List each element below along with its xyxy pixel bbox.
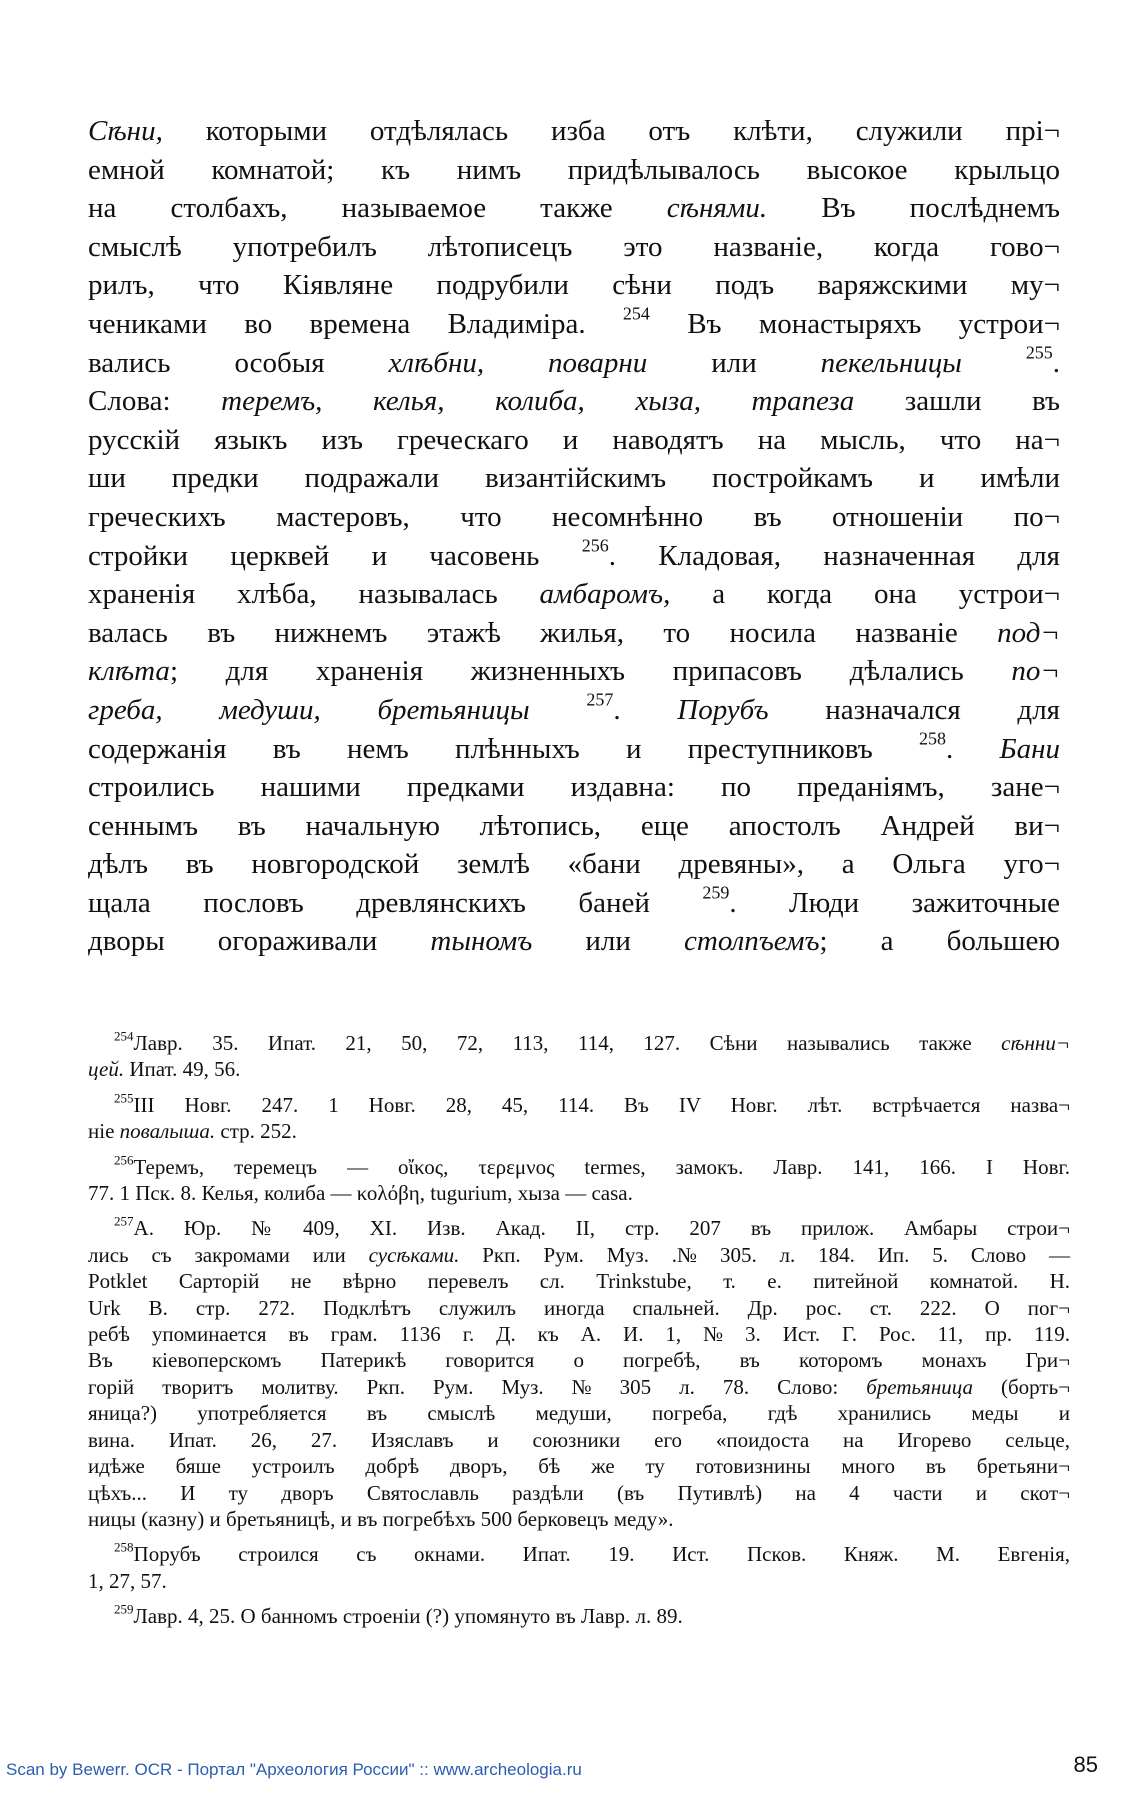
text-line	[88, 807, 1060, 846]
italic-text: столпъемъ	[684, 925, 820, 958]
text-line	[88, 421, 1060, 460]
text-run: вались особыя	[88, 346, 389, 379]
footnote	[88, 1541, 1070, 1594]
footnote-ref: 258	[114, 1539, 134, 1555]
text-run: Лавр. 4, 25. О банномъ строеніи (?) упомянуто въ Лавр. л. 89.	[133, 1604, 683, 1629]
footnote-line	[88, 1242, 1070, 1268]
text-run: Порубъ строился съ окнами. Ипат. 19. Ист. Псков. Княж. М. Евгенія,	[133, 1542, 1070, 1567]
footnote-line	[88, 1506, 1070, 1532]
italic-text: сѣнями.	[666, 192, 768, 225]
footnote-line	[88, 1092, 1070, 1118]
footnote-line	[88, 1321, 1070, 1347]
italic-text: хлѣбни, поварни	[388, 346, 648, 379]
footnote	[88, 1092, 1070, 1145]
text-run: ніе	[88, 1119, 120, 1144]
text-run: Въ кіевоперскомъ Патерикѣ говорится о погребѣ, въ которомъ монахъ Гри¬	[88, 1348, 1070, 1373]
text-line	[88, 459, 1060, 498]
italic-text: бретьяница	[866, 1374, 973, 1399]
text-run: ницы (казну) и бретьяницѣ, и въ погребѣхъ 500 берковецъ меду».	[88, 1506, 674, 1531]
footnote-line	[88, 1347, 1070, 1373]
text-run: А. Юр. № 409, XI. Изв. Акад. II, стр. 207 въ прилож. Амбары строи¬	[133, 1216, 1070, 1241]
footnote-line	[88, 1400, 1070, 1426]
text-run: . Кладовая, назначенная для	[608, 539, 1060, 572]
italic-text: повалыша.	[119, 1119, 216, 1144]
italic-text: под¬	[997, 616, 1060, 649]
text-run: (борть¬	[973, 1374, 1070, 1399]
text-run: яница?) употребляется въ смыслѣ медуши, погреба, гдѣ хранились меды и	[88, 1401, 1070, 1426]
text-run: русскій языкъ изъ греческаго и наводятъ на мысль, что на¬	[88, 423, 1060, 456]
text-run: или	[647, 346, 821, 379]
italic-text: тыномъ	[430, 925, 533, 958]
text-run: горій творитъ молитву. Ркп. Рум. Муз. № 305 л. 78. Слово:	[88, 1374, 867, 1399]
text-line	[88, 112, 1060, 151]
text-run: ; а большею	[819, 925, 1061, 958]
footnote-ref: 256	[114, 1151, 134, 1167]
text-run	[530, 694, 587, 726]
footnote-ref: 255	[1025, 342, 1053, 363]
footnote-line	[88, 1056, 1070, 1082]
text-run: ; для храненія жизненныхъ припасовъ дѣлались	[169, 655, 1012, 688]
footnote-ref: 255	[114, 1090, 134, 1106]
footnote-ref: 257	[114, 1213, 134, 1229]
italic-text: амбаромъ,	[539, 578, 671, 611]
text-run: греческихъ мастеровъ, что несомнѣнно въ отношеніи по¬	[88, 500, 1060, 533]
text-line	[88, 228, 1060, 267]
text-run: или	[532, 925, 684, 958]
footnote-ref: 254	[114, 1028, 134, 1044]
text-line	[88, 382, 1060, 421]
text-run: храненія хлѣба, называлась	[88, 578, 540, 611]
text-run: ши предки подражали византійскимъ постройкамъ и имѣли	[88, 462, 1060, 495]
text-run: Слова:	[88, 385, 222, 418]
text-run: .	[1052, 346, 1061, 379]
italic-text: теремъ, келья, колиба, хыза, трапеза	[221, 385, 855, 418]
text-run: дворы огораживали	[88, 925, 431, 958]
italic-text: клѣта	[88, 655, 170, 688]
footnote-line	[88, 1427, 1070, 1453]
text-run: Urk В. стр. 272. Подклѣтъ служилъ иногда спальней. Др. рос. ст. 222. О пог¬	[88, 1295, 1070, 1320]
footnote-line	[88, 1180, 1070, 1206]
italic-text: Сѣни,	[88, 115, 163, 147]
footnote-line	[88, 1568, 1070, 1594]
text-run: а когда она устрои¬	[670, 578, 1060, 611]
footnote	[88, 1603, 1070, 1629]
italic-text: пекельницы	[820, 346, 962, 379]
footnote-line	[88, 1151, 1070, 1180]
text-run: содержанія въ немъ плѣнныхъ и преступниковъ	[88, 732, 920, 765]
text-run	[962, 347, 1026, 379]
text-run: зашли въ	[854, 385, 1060, 418]
text-line	[88, 344, 1060, 383]
italic-text: Бани	[999, 732, 1061, 765]
text-run: лись съ закромами или	[88, 1242, 369, 1267]
footnote-ref: 254	[622, 303, 650, 324]
italic-text: сѣнни¬	[1001, 1031, 1070, 1055]
italic-text: греба, медуши, бретьяницы	[88, 693, 530, 726]
footnote-line	[88, 1295, 1070, 1321]
footnote-line	[88, 1215, 1070, 1241]
footnote-line	[88, 1374, 1070, 1400]
text-run: смыслѣ употребилъ лѣтописецъ это названіе, когда гово¬	[88, 230, 1060, 263]
text-run: . Люди зажиточные	[729, 886, 1060, 919]
text-run: щала пословъ древлянскихъ баней	[88, 886, 703, 919]
footnote	[88, 1215, 1070, 1532]
text-run: которыми отдѣлялась изба отъ клѣти, служили прі¬	[162, 115, 1060, 147]
text-line	[88, 691, 1060, 730]
text-run: стройки церквей и часовень	[88, 539, 582, 572]
footnotes-section	[88, 1030, 1070, 1639]
footnote-line	[88, 1268, 1070, 1294]
footnote-line	[88, 1603, 1070, 1629]
text-line	[88, 266, 1060, 305]
text-run: 1, 27, 57.	[88, 1568, 167, 1593]
footnote-ref: 259	[114, 1601, 134, 1617]
footnote-ref: 259	[702, 882, 730, 903]
footnote-line	[88, 1118, 1070, 1144]
text-line	[88, 884, 1060, 923]
text-run: Въ послѣднемъ	[767, 192, 1061, 225]
text-run: строились нашими предками издавна: по преданіямъ, зане¬	[88, 771, 1060, 804]
text-run: 77. 1 Пск. 8. Келья, колиба — κολόβη, tugurium, хыза — casa.	[88, 1181, 633, 1206]
text-run: ребѣ упоминается въ грам. 1136 г. Д. къ А. И. 1, № 3. Ист. Г. Рос. 11, пр. 119.	[88, 1322, 1070, 1347]
text-run: стр. 252.	[215, 1119, 297, 1144]
text-run: идѣже бяше устроилъ добрѣ дворъ, бѣ же ту готовизнины много въ бретьяни¬	[88, 1454, 1070, 1479]
text-run: Теремъ, теремецъ — οἴκος, τερεμνος termes, замокъ. Лавр. 141, 166. I Новг.	[133, 1154, 1070, 1179]
text-run: цѣхъ... И ту дворъ Святославль раздѣли (въ Путивлѣ) на 4 части и скот¬	[88, 1480, 1070, 1505]
text-line	[88, 189, 1060, 228]
footnote-ref: 258	[919, 728, 946, 749]
text-run: сеннымъ въ начальную лѣтопись, еще апостолъ Андрей ви¬	[88, 809, 1060, 842]
footnote	[88, 1030, 1070, 1083]
main-body-text	[88, 112, 1060, 961]
text-run: емной комнатой; къ нимъ придѣлывалось высокое крыльцо	[88, 153, 1060, 186]
text-line	[88, 922, 1060, 961]
footnote	[88, 1151, 1070, 1207]
text-line	[88, 151, 1060, 190]
text-line	[88, 845, 1060, 884]
text-line	[88, 575, 1060, 614]
text-run: чениками во времена Владиміра.	[88, 307, 623, 340]
text-run: валась въ нижнемъ этажѣ жилья, то носила названіе	[88, 616, 998, 649]
footnote-ref: 257	[586, 689, 614, 710]
footnote-line	[88, 1453, 1070, 1479]
text-run: .	[613, 693, 678, 726]
text-line	[88, 537, 1060, 576]
text-run: Ипат. 49, 56.	[124, 1057, 241, 1082]
text-run: .	[945, 732, 1000, 765]
italic-text: сусѣками.	[368, 1242, 460, 1267]
text-line	[88, 730, 1060, 769]
text-run: Въ монастыряхъ устрои¬	[649, 307, 1061, 340]
text-run: дѣлъ въ новгородской землѣ «бани древяны», а Ольга уго¬	[88, 848, 1060, 881]
italic-text: по¬	[1011, 655, 1060, 688]
text-run: на столбахъ, называемое также	[88, 192, 667, 225]
text-run: Ркп. Рум. Муз. .№ 305. л. 184. Ип. 5. Слово —	[459, 1242, 1070, 1267]
footnote-line	[88, 1541, 1070, 1567]
text-run: III Новг. 247. 1 Новг. 28, 45, 114. Въ IV Новг. лѣт. встрѣчается назва¬	[133, 1092, 1070, 1117]
text-run: Potklet Сарторій не вѣрно перевелъ сл. Trinkstube, т. е. питейной комнатой. Н.	[88, 1269, 1070, 1294]
scan-credit-link[interactable]: Scan by Bewerr. OCR - Портал "Археология России" :: www.archeologia.ru	[6, 1760, 582, 1779]
footnote-ref: 256	[581, 535, 609, 556]
italic-text: цей.	[88, 1057, 125, 1082]
footnote-line	[88, 1030, 1070, 1056]
footnote-line	[88, 1480, 1070, 1506]
text-line	[88, 768, 1060, 807]
text-line	[88, 305, 1060, 344]
text-line	[88, 614, 1060, 653]
italic-text: Порубъ	[677, 693, 769, 726]
text-run: Лавр. 35. Ипат. 21, 50, 72, 113, 114, 127. Сѣни назывались также	[133, 1031, 1002, 1055]
text-run: вина. Ипат. 26, 27. Изяславъ и союзники его «поидоста на Игорево сельце,	[88, 1427, 1070, 1452]
text-line	[88, 652, 1060, 691]
page-number: 85	[1073, 1752, 1098, 1777]
text-run: рилъ, что Кіявляне подрубили сѣни подъ варяжскими му¬	[88, 269, 1060, 302]
text-run: назначался для	[768, 693, 1060, 726]
text-line	[88, 498, 1060, 537]
